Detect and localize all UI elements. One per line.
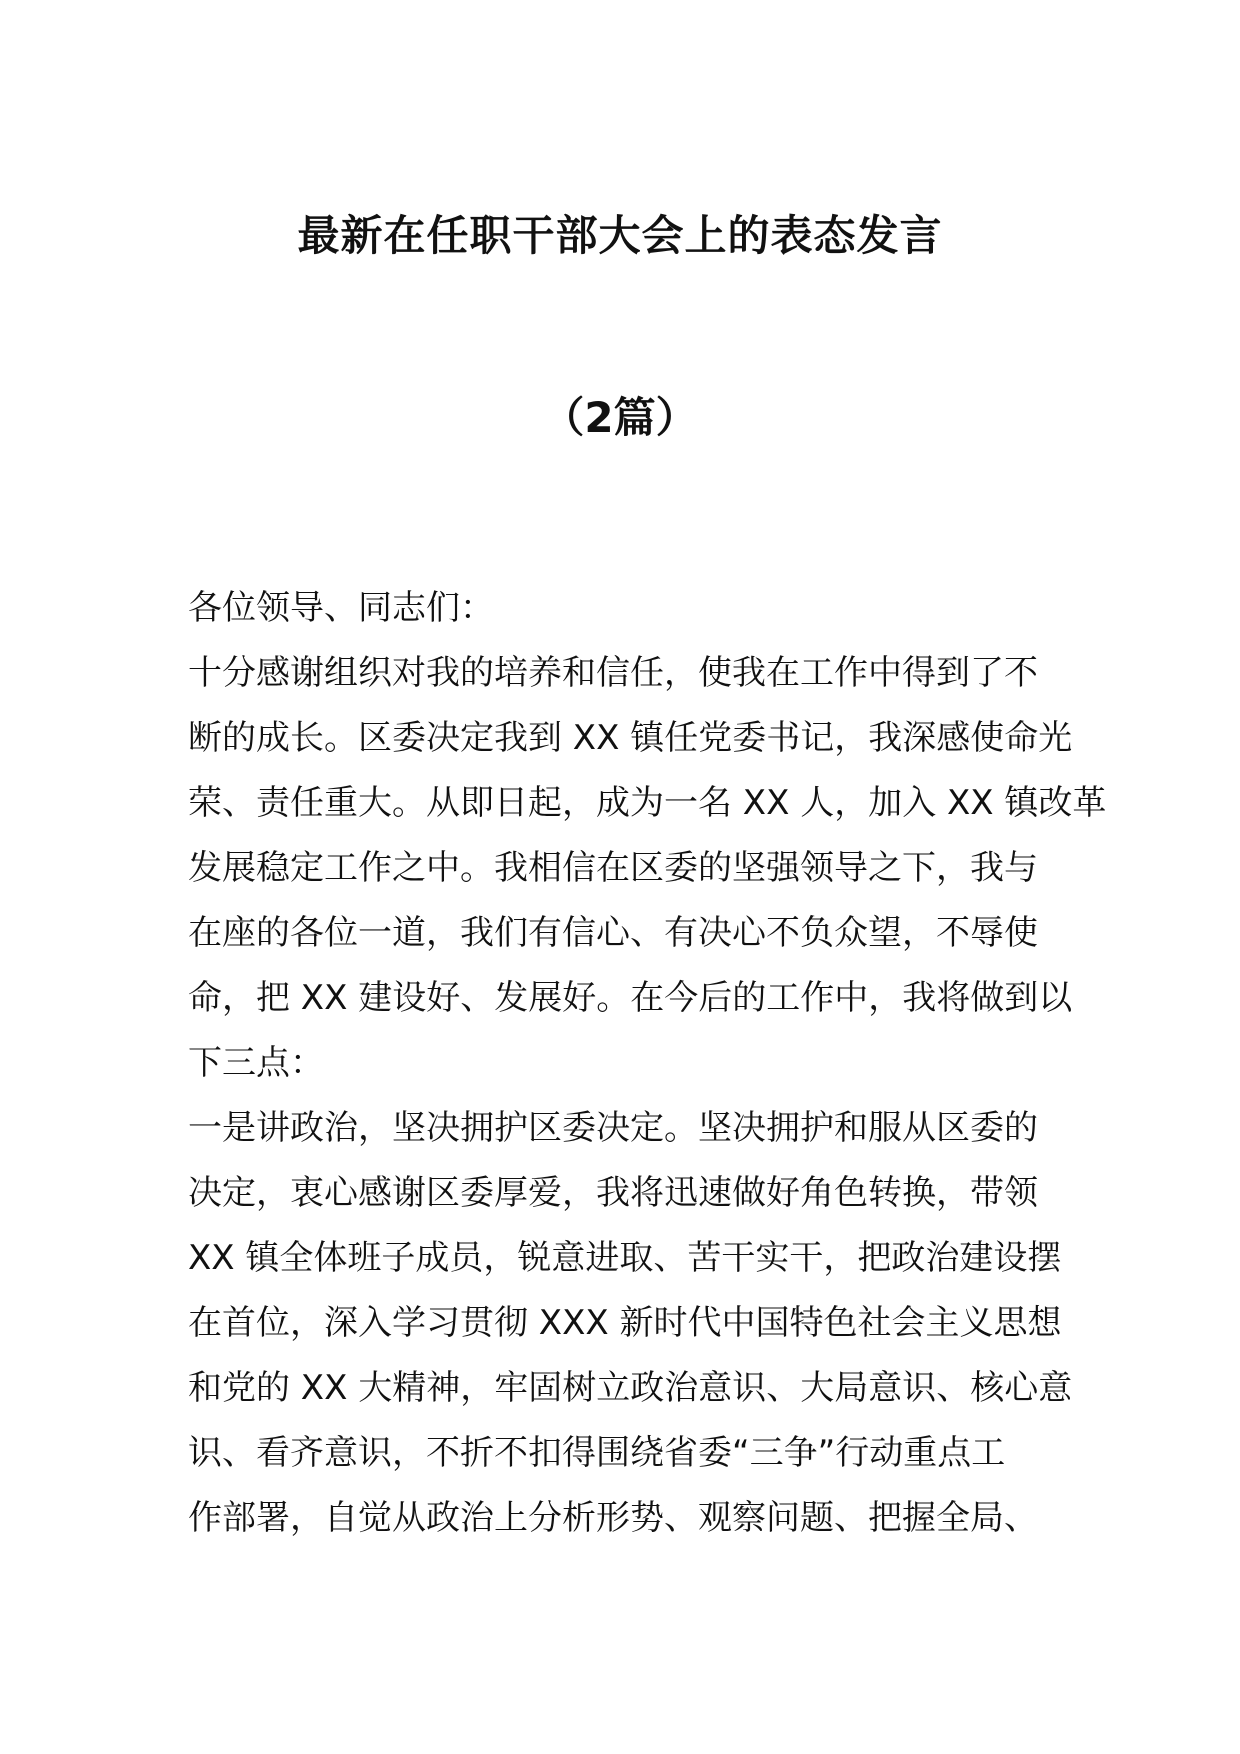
body-line: 识、看齐意识，不折不扣得围绕省委“三争”行动重点工 (188, 1433, 1006, 1473)
body-line: 十分感谢组织对我的培养和信任，使我在工作中得到了不 (188, 653, 1038, 693)
body-line: 命，把 XX 建设好、发展好。在今后的工作中，我将做到以 (188, 978, 1073, 1018)
body-line: 荣、责任重大。从即日起，成为一名 XX 人，加入 XX 镇改革 (188, 783, 1107, 823)
body-line-salutation: 各位领导、同志们： (188, 588, 494, 628)
body-line: 一是讲政治，坚决拥护区委决定。坚决拥护和服从区委的 (188, 1108, 1038, 1148)
body-line: 在座的各位一道，我们有信心、有决心不负众望，不辱使 (188, 913, 1038, 953)
document-title: 最新在任职干部大会上的表态发言 (297, 211, 943, 260)
document-subtitle: （2篇） (542, 393, 698, 442)
body-line: 下三点： (188, 1043, 324, 1083)
body-line: 发展稳定工作之中。我相信在区委的坚强领导之下，我与 (188, 848, 1038, 888)
body-line: 作部署，自觉从政治上分析形势、观察问题、把握全局、 (188, 1498, 1038, 1538)
body-line: 决定，衷心感谢区委厚爱，我将迅速做好角色转换，带领 (188, 1173, 1038, 1213)
body-line: 断的成长。区委决定我到 XX 镇任党委书记，我深感使命光 (188, 718, 1073, 758)
body-line: 在首位，深入学习贯彻 XXX 新时代中国特色社会主义思想 (188, 1303, 1062, 1343)
body-line: XX 镇全体班子成员，锐意进取、苦干实干，把政治建设摆 (188, 1238, 1062, 1278)
document-body (188, 576, 1107, 1551)
body-line: 和党的 XX 大精神，牢固树立政治意识、大局意识、核心意 (188, 1368, 1073, 1408)
